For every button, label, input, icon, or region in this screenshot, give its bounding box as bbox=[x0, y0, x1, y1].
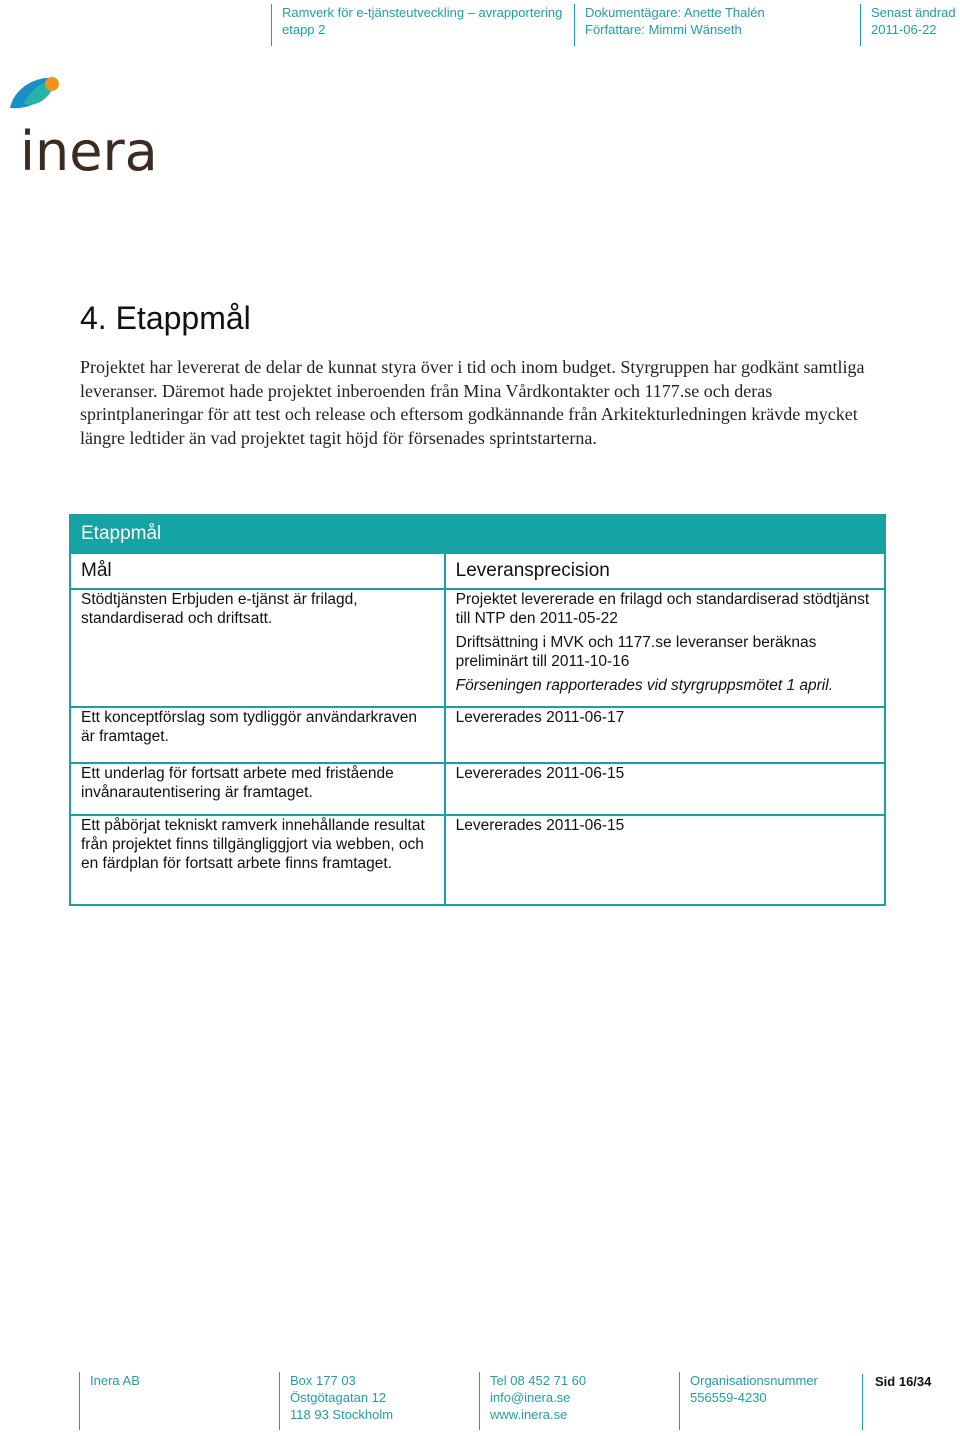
delivery-text: Projektet levererade en frilagd och standardiserad stödtjänst till NTP den 2011-05-22 bbox=[455, 591, 870, 627]
footer-company bbox=[79, 1372, 140, 1430]
footer-org-number-value: 556559-4230 bbox=[690, 1390, 767, 1405]
header-title-line1: Ramverk för e-tjänsteutveckling – avrapportering bbox=[282, 5, 563, 20]
header-last-changed-label: Senast ändrad bbox=[871, 5, 956, 20]
delivery-note: Förseningen rapporterades vid styrgruppsmötet 1 april. bbox=[455, 677, 833, 694]
footer-address-line: 118 93 Stockholm bbox=[290, 1407, 394, 1422]
table-title: Etappmål bbox=[70, 515, 885, 553]
header-author: Författare: Mimmi Wänseth bbox=[585, 22, 742, 37]
delivery-cell bbox=[445, 815, 885, 905]
delivery-text: Levererades 2011-06-15 bbox=[455, 765, 625, 782]
column-header-delivery: Leveransprecision bbox=[445, 553, 885, 589]
footer-website: www.inera.se bbox=[490, 1407, 568, 1422]
header-document-owner bbox=[574, 4, 765, 46]
footer-address bbox=[279, 1372, 393, 1430]
table-row bbox=[70, 763, 885, 815]
delivery-text: Levererades 2011-06-15 bbox=[455, 817, 625, 834]
table-title-row bbox=[70, 515, 885, 553]
header-last-changed bbox=[860, 4, 956, 46]
goal-cell bbox=[70, 763, 445, 815]
delivery-cell bbox=[445, 589, 885, 707]
etappmal-table bbox=[69, 514, 886, 906]
footer-company-name: Inera AB bbox=[90, 1373, 140, 1388]
goal-text: Ett underlag för fortsatt arbete med fristående invånarautentisering är framtaget. bbox=[81, 765, 394, 801]
goal-text: Ett konceptförslag som tydliggör användarkraven är framtaget. bbox=[81, 709, 418, 745]
column-header-goal: Mål bbox=[70, 553, 445, 589]
inera-logo bbox=[6, 74, 166, 174]
header-document-title bbox=[271, 4, 562, 46]
goal-cell bbox=[70, 815, 445, 905]
footer-phone: Tel 08 452 71 60 bbox=[490, 1373, 587, 1388]
goal-text: Stödtjänsten Erbjuden e-tjänst är frilagd, standardiserad och driftsatt. bbox=[81, 591, 358, 627]
page-number: Sid 16/34 bbox=[862, 1374, 931, 1430]
table-row bbox=[70, 589, 885, 707]
goal-text: Ett påbörjat tekniskt ramverk innehållande resultat från projektet finns tillgängliggjort via webben, och en färdplan för fortsatt arbete finns framtaget. bbox=[81, 817, 425, 872]
goal-cell bbox=[70, 589, 445, 707]
footer-address-line: Box 177 03 bbox=[290, 1373, 356, 1388]
intro-paragraph: Projektet har levererat de delar de kunnat styra över i tid och inom budget. Styrgruppen har godkänt samtliga leveranser. Däremot hade projektet inberoenden från Mina Vårdkontakter och 1177.se och deras sprintplaneringar för att test och release och eftersom godkännande från Arkitekturledningen krävde mycket längre ledtider än vad projektet tagit höjd för försenades sprintstarterna. bbox=[80, 357, 865, 448]
table-header-row bbox=[70, 553, 885, 589]
footer-contact bbox=[479, 1372, 586, 1430]
header-title-line2: etapp 2 bbox=[282, 22, 326, 37]
footer-address-line: Östgötagatan 12 bbox=[290, 1390, 387, 1405]
logo-dot-orange bbox=[45, 77, 59, 91]
footer-email: info@inera.se bbox=[490, 1390, 571, 1405]
footer-org-number bbox=[679, 1372, 818, 1430]
delivery-cell bbox=[445, 707, 885, 763]
header-last-changed-date: 2011-06-22 bbox=[871, 22, 937, 37]
logo-wordmark: inera bbox=[20, 120, 158, 174]
delivery-text: Driftsättning i MVK och 1177.se leveranser beräknas preliminärt till 2011-10-16 bbox=[455, 634, 817, 670]
table-row bbox=[70, 815, 885, 905]
header-owner: Dokumentägare: Anette Thalén bbox=[585, 5, 765, 20]
table-row bbox=[70, 707, 885, 763]
delivery-cell bbox=[445, 763, 885, 815]
chapter-title: 4. Etappmål bbox=[80, 300, 251, 336]
delivery-text: Levererades 2011-06-17 bbox=[455, 709, 625, 726]
footer-org-number-label: Organisationsnummer bbox=[690, 1373, 818, 1388]
goal-cell bbox=[70, 707, 445, 763]
